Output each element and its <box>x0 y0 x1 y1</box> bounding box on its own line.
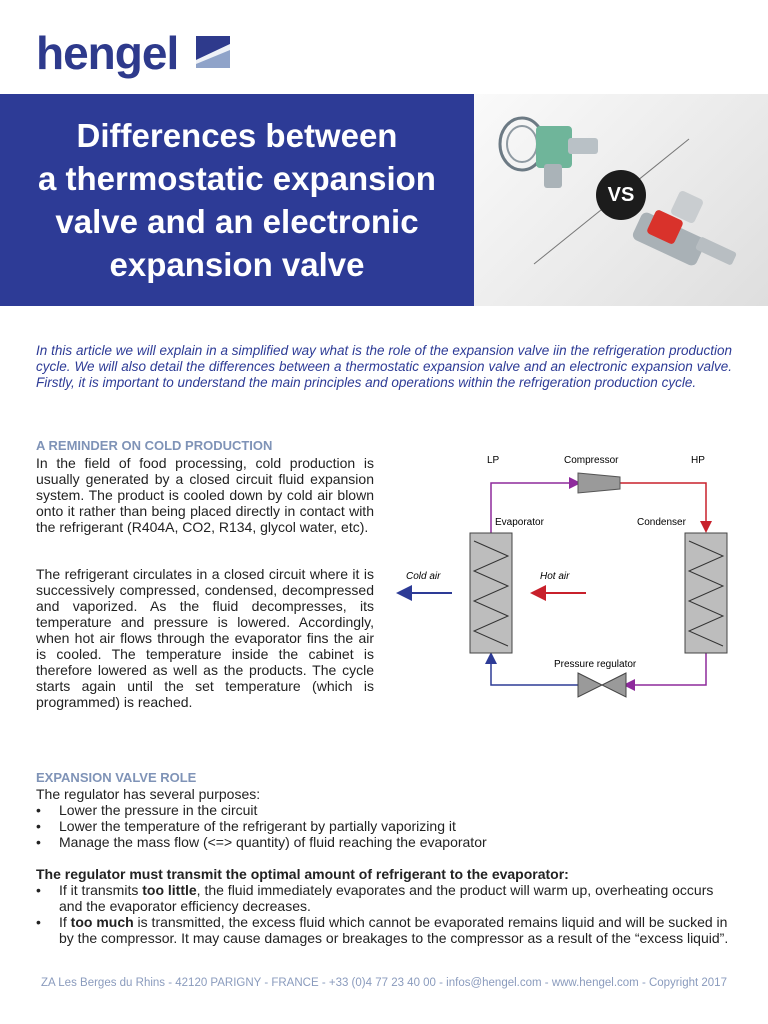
cold-production-paragraph-1: In the field of food processing, cold production is usually generated by a closed circuit fluid expansion system. The product is cooled down by cold air blown onto it rather than being placed directly in contact with the refrigerant (R404A, CO2, R134, glycol water, etc). <box>36 455 374 535</box>
title-line-2: a thermostatic expansion <box>38 160 436 197</box>
title-line-1: Differences between <box>76 117 398 154</box>
refrigeration-cycle-diagram <box>388 445 738 705</box>
label-cold-air: Cold air <box>406 571 441 582</box>
regulator-purposes-intro: The regulator has several purposes: <box>36 786 261 802</box>
vs-badge: VS <box>596 170 646 220</box>
list-item: • Lower the temperature of the refrigerant by partially vaporizing it <box>36 818 736 834</box>
electronic-valve-icon <box>631 190 737 268</box>
case1-post: , the fluid immediately evaporates and the product will warm up, overheating occurs and the evaporator efficiency decreases. <box>59 882 714 914</box>
brand-logo-mark-icon <box>196 36 230 68</box>
case2-post: is transmitted, the excess fluid which cannot be evaporated remains liquid and will be sucked in by the compressor. It may cause damages or breakages to the compressor as a result of the “excess liquid”. <box>59 914 729 946</box>
label-lp: LP <box>487 455 500 466</box>
list-item: • Manage the mass flow (<=> quantity) of fluid reaching the evaporator <box>36 834 736 850</box>
evaporator-icon <box>470 533 512 653</box>
list-item <box>36 914 732 946</box>
condenser-icon <box>685 533 727 653</box>
page-footer: ZA Les Berges du Rhins - 42120 PARIGNY - FRANCE - +33 (0)4 77 23 40 00 - infos@hengel.com - www.hengel.com - Copyright 2017 <box>41 977 727 989</box>
section-heading-cold-production: A REMINDER ON COLD PRODUCTION <box>36 438 273 453</box>
pressure-regulator-icon <box>578 673 626 697</box>
list-item: • Lower the pressure in the circuit <box>36 802 736 818</box>
label-condenser: Condenser <box>637 517 686 528</box>
title-line-4: expansion valve <box>109 246 365 283</box>
regulator-purposes-list <box>36 802 736 850</box>
regulator-bold-statement: The regulator must transmit the optimal amount of refrigerant to the evaporator: <box>36 866 569 882</box>
title-line-3: valve and an electronic <box>55 203 419 240</box>
case2-bold: too much <box>70 914 134 930</box>
list-item <box>36 882 732 914</box>
regulator-cases-list <box>36 882 732 946</box>
pipe-condenser-to-regulator <box>626 653 706 685</box>
label-evaporator: Evaporator <box>495 517 544 528</box>
intro-paragraph: In this article we will explain in a simplified way what is the role of the expansion valve iin the refrigeration production cycle. We will also detail the differences between a thermostatic expansion valve and an electronic expansion valve. Firstly, it is important to understand the main principles and operations within the refrigeration production cycle. <box>36 343 732 390</box>
cold-production-paragraph-2: The refrigerant circulates in a closed circuit where it is successively compressed, condensed, decompressed and vaporized. As the fluid decompresses, its temperature and pressure is lowered. Accordingly, when hot air flows through the evaporator fins the air is cooled. The temperature inside the cabinet is therefore lowered as well as the products. The cycle starts again until the set temperature (which is programmed) is reached. <box>36 566 374 710</box>
label-pressure-regulator: Pressure regulator <box>554 659 637 670</box>
compressor-icon <box>578 473 620 493</box>
brand-logo-text: hengel <box>36 27 179 79</box>
case2-pre: If <box>59 914 71 930</box>
label-hp: HP <box>691 455 705 466</box>
case1-pre: If it transmits <box>59 882 143 898</box>
label-compressor: Compressor <box>564 455 619 466</box>
section-heading-expansion-valve-role: EXPANSION VALVE ROLE <box>36 770 197 785</box>
thermostatic-valve-icon <box>500 118 598 188</box>
case1-bold: too little <box>142 882 197 898</box>
page-title <box>30 114 444 286</box>
label-hot-air: Hot air <box>540 571 570 582</box>
